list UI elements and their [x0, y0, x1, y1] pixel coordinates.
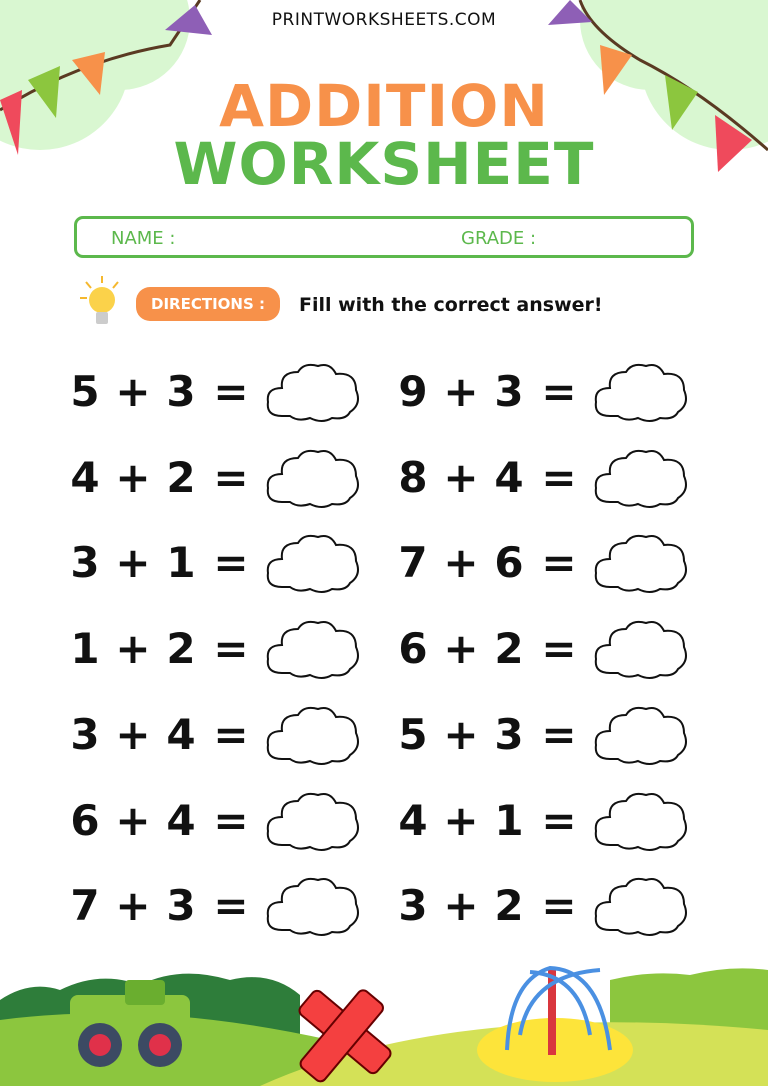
plus-sign: +	[115, 367, 151, 416]
problem-row	[65, 710, 365, 760]
answer-cloud[interactable]	[592, 703, 690, 778]
plus-sign: +	[115, 709, 151, 759]
problem-row	[393, 453, 693, 503]
addend-2: 4	[166, 709, 196, 759]
addend-1: 5	[398, 709, 428, 759]
answer-cloud[interactable]	[264, 789, 362, 864]
problem-row	[393, 624, 693, 674]
equals-sign: =	[541, 795, 577, 845]
addend-1: 4	[398, 795, 428, 845]
equals-sign: =	[213, 367, 249, 416]
equals-sign: =	[541, 624, 577, 674]
addend-2: 4	[494, 452, 524, 502]
answer-cloud[interactable]	[264, 874, 362, 949]
addend-2: 3	[166, 367, 196, 416]
directions-badge: DIRECTIONS :	[136, 287, 280, 321]
addend-1: 1	[70, 624, 100, 674]
equals-sign: =	[213, 881, 249, 931]
answer-cloud[interactable]	[592, 874, 690, 949]
addend-1: 6	[70, 795, 100, 845]
answer-cloud[interactable]	[592, 789, 690, 864]
addend-1: 9	[398, 367, 428, 416]
addend-2: 3	[166, 881, 196, 931]
problem-row	[393, 881, 693, 931]
equals-sign: =	[541, 452, 577, 502]
problem-row	[65, 881, 365, 931]
answer-cloud[interactable]	[264, 703, 362, 778]
problem-row	[65, 367, 365, 417]
addend-2: 6	[494, 538, 524, 588]
problem-row	[65, 796, 365, 846]
addend-1: 5	[70, 367, 100, 416]
name-grade-box	[74, 216, 694, 258]
addend-1: 7	[70, 881, 100, 931]
plus-sign: +	[443, 881, 479, 931]
addend-2: 2	[494, 881, 524, 931]
answer-cloud[interactable]	[264, 360, 362, 435]
plus-sign: +	[443, 367, 479, 416]
plus-sign: +	[115, 452, 151, 502]
equals-sign: =	[541, 881, 577, 931]
addend-2: 2	[166, 624, 196, 674]
addend-1: 3	[70, 538, 100, 588]
equals-sign: =	[541, 709, 577, 759]
playground-scene	[0, 960, 768, 1086]
addend-2: 3	[494, 367, 524, 416]
answer-cloud[interactable]	[592, 617, 690, 692]
title-line2: WORKSHEET	[173, 130, 595, 198]
addend-2: 1	[166, 538, 196, 588]
addend-1: 3	[398, 881, 428, 931]
title-line1: ADDITION	[219, 72, 549, 140]
problem-row	[65, 453, 365, 503]
grade-label: GRADE :	[461, 228, 537, 249]
addend-2: 3	[494, 709, 524, 759]
addend-1: 3	[70, 709, 100, 759]
plus-sign: +	[443, 452, 479, 502]
site-name: PRINTWORKSHEETS.COM	[271, 10, 497, 30]
addend-1: 6	[398, 624, 428, 674]
equals-sign: =	[541, 538, 577, 588]
plus-sign: +	[443, 709, 479, 759]
equals-sign: =	[213, 624, 249, 674]
problem-row	[393, 538, 693, 588]
lightbulb-icon	[78, 274, 134, 332]
equals-sign: =	[213, 452, 249, 502]
addend-2: 4	[166, 795, 196, 845]
answer-cloud[interactable]	[592, 531, 690, 606]
problem-row	[393, 796, 693, 846]
plus-sign: +	[443, 538, 479, 588]
name-label: NAME :	[111, 228, 176, 249]
problem-row	[393, 710, 693, 760]
equals-sign: =	[213, 709, 249, 759]
equals-sign: =	[541, 367, 577, 416]
plus-sign: +	[115, 795, 151, 845]
plus-sign: +	[115, 624, 151, 674]
addend-1: 8	[398, 452, 428, 502]
answer-cloud[interactable]	[592, 360, 690, 435]
addend-1: 7	[398, 538, 428, 588]
plus-sign: +	[115, 538, 151, 588]
problem-row	[65, 624, 365, 674]
directions-text: Fill with the correct answer!	[299, 294, 603, 316]
problem-row	[393, 367, 693, 417]
equals-sign: =	[213, 795, 249, 845]
addend-2: 1	[494, 795, 524, 845]
problem-row	[65, 538, 365, 588]
addend-1: 4	[70, 452, 100, 502]
equals-sign: =	[213, 538, 249, 588]
plus-sign: +	[443, 795, 479, 845]
plus-sign: +	[443, 624, 479, 674]
answer-cloud[interactable]	[264, 531, 362, 606]
answer-cloud[interactable]	[264, 617, 362, 692]
plus-sign: +	[115, 881, 151, 931]
addend-2: 2	[494, 624, 524, 674]
answer-cloud[interactable]	[264, 446, 362, 521]
addend-2: 2	[166, 452, 196, 502]
answer-cloud[interactable]	[592, 446, 690, 521]
